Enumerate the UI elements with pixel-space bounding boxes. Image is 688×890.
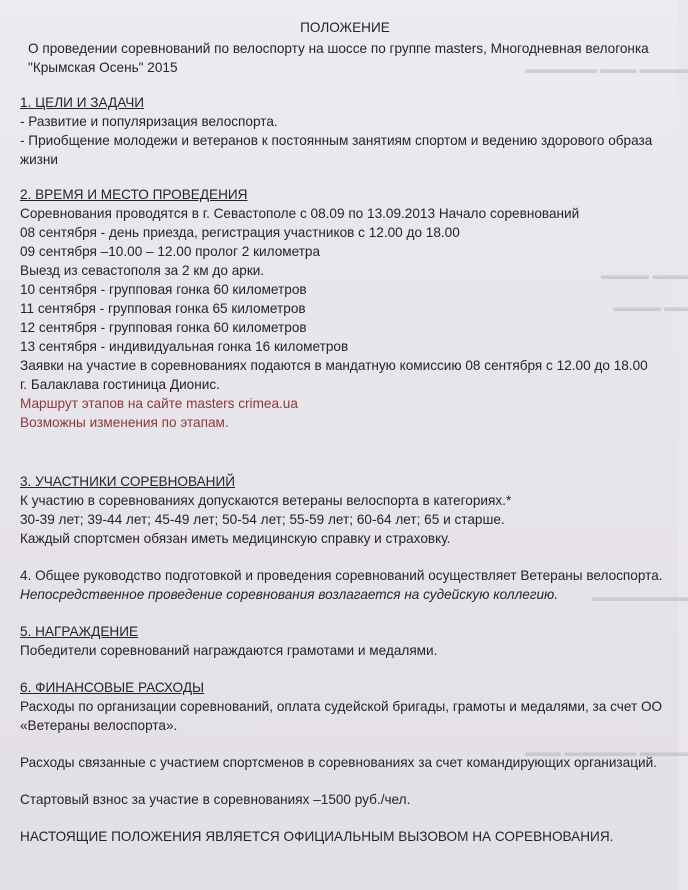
show-through-texture: ▬▬▬ ▬▬▬▬ [600, 268, 688, 282]
section-heading-finance: 6. ФИНАНСОВЫЕ РАСХОДЫ [20, 680, 205, 695]
show-through-texture: ▬▬▬▬ ▬▬▬▬▬▬ ▬▬▬ [525, 745, 688, 759]
section-heading-goals: 1. ЦЕЛИ И ЗАДАЧИ [20, 95, 145, 110]
show-through-texture: ▬▬ ▬▬▬▬ [612, 300, 688, 314]
route-note: Маршрут этапов на сайте masters crimea.ua [20, 396, 298, 411]
schedule-line: 13 сентября - индивидуальная гонка 16 километров [20, 339, 349, 354]
goals-item: - Приобщение молодежи и ветеранов к постоянным занятиям спортом и ведению здорового образа жизни [20, 133, 653, 167]
age-categories: 30-39 лет; 39-44 лет; 45-49 лет; 50-54 лет; 55-59 лет; 60-64 лет; 65 и старше. [20, 512, 505, 527]
schedule-line: 11 сентября - групповая гонка 65 километров [20, 301, 306, 316]
entry-fee: Стартовый взнос за участие в соревнованиях –1500 руб./чел. [20, 792, 411, 807]
schedule-line: 08 сентября - день приезда, регистрация участников с 12.00 до 18.00 [20, 225, 460, 240]
document-title: ПОЛОЖЕНИЕ [300, 20, 390, 35]
finance-line: Расходы связанные с участием спортсменов в соревнованиях за счет командирующих организаций. [20, 755, 657, 770]
document-subtitle: О проведении соревнований по велоспорту на шоссе по группе masters, Многодневная велогонка "Крымская Осень" 2015 [28, 41, 649, 75]
schedule-line: Заявки на участие в соревнованиях подаются в мандатную комиссию 08 сентября с 12.00 до 18.00 [20, 358, 648, 373]
official-notice: НАСТОЯЩИЕ ПОЛОЖЕНИЯ ЯВЛЯЕТСЯ ОФИЦИАЛЬНЫМ ВЫЗОВОМ НА СОРЕВНОВАНИЯ. [20, 829, 614, 844]
schedule-line: г. Балаклава гостиница Дионис. [20, 377, 220, 392]
participants-line: К участию в соревнованиях допускаются ветераны велоспорта в категориях.* [20, 493, 512, 508]
show-through-texture: ▬▬▬▬▬▬▬▬ [592, 590, 688, 604]
changes-note: Возможны изменения по этапам. [20, 415, 229, 430]
section-heading-awards: 5. НАГРАЖДЕНИЕ [20, 624, 139, 639]
schedule-line: 09 сентября –10.00 – 12.00 пролог 2 километра [20, 244, 321, 259]
schedule-line: Соревнования проводятся в г. Севастополе с 08.09 по 13.09.2013 Начало соревнований [20, 206, 580, 221]
finance-line: Расходы по организации соревнований, оплата судейской бригады, грамоты и медалями, за счет ОО «Ветераны велоспорта». [20, 699, 663, 733]
goals-item: - Развитие и популяризация велоспорта. [20, 114, 278, 129]
management-line: 4. Общее руководство подготовкой и проведения соревнований осуществляет Ветераны велоспорта. [20, 568, 663, 583]
section-heading-participants: 3. УЧАСТНИКИ СОРЕВНОВАНИЙ [20, 474, 236, 489]
schedule-line: 12 сентября - групповая гонка 60 километров [20, 320, 307, 335]
show-through-texture: ▬▬▬▬ ▬▬▬ ▬▬▬▬▬▬ [525, 62, 688, 76]
schedule-line: Выезд из севастополя за 2 км до арки. [20, 263, 265, 278]
document-body [20, 18, 670, 846]
section-heading-time-place: 2. ВРЕМЯ И МЕСТО ПРОВЕДЕНИЯ [20, 187, 248, 202]
management-line: Непосредственное проведение соревнования возлагается на судейскую коллегию. [20, 587, 559, 602]
awards-line: Победители соревнований награждаются грамотами и медалями. [20, 643, 438, 658]
schedule-line: 10 сентября - групповая гонка 60 километров [20, 282, 307, 297]
participants-line: Каждый спортсмен обязан иметь медицинскую справку и страховку. [20, 531, 451, 546]
